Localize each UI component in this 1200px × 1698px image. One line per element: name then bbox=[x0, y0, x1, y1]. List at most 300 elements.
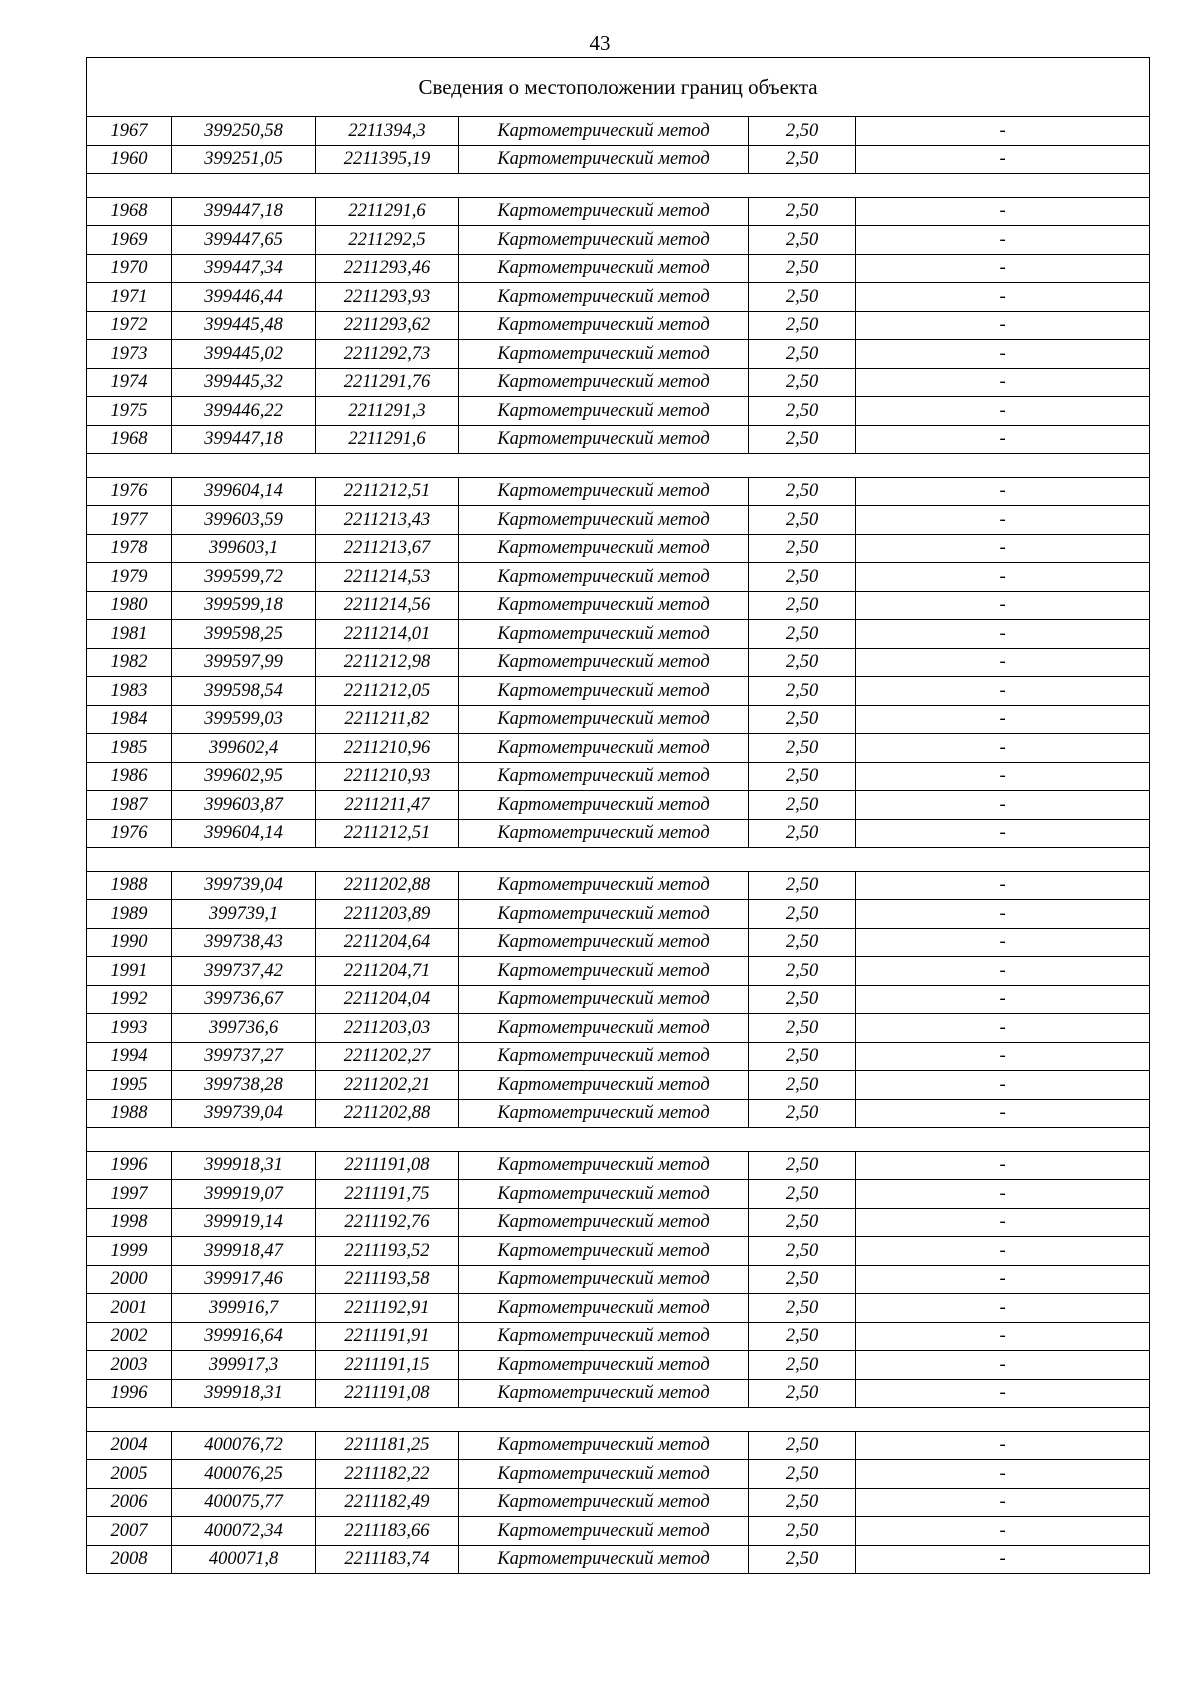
table-row bbox=[87, 197, 1150, 226]
table-row bbox=[87, 477, 1150, 506]
x-coordinate-cell: 399447,18 bbox=[172, 197, 316, 226]
y-coordinate-cell: 2211181,25 bbox=[316, 1431, 459, 1460]
accuracy-cell: 2,50 bbox=[749, 1151, 856, 1180]
method-cell: Картометрический метод bbox=[459, 254, 749, 283]
point-number-cell: 2003 bbox=[87, 1351, 172, 1380]
x-coordinate-cell: 400072,34 bbox=[172, 1517, 316, 1546]
description-cell: - bbox=[856, 819, 1150, 848]
y-coordinate-cell: 2211293,46 bbox=[316, 254, 459, 283]
y-coordinate-cell: 2211202,27 bbox=[316, 1042, 459, 1071]
y-coordinate-cell: 2211204,71 bbox=[316, 957, 459, 986]
table-row bbox=[87, 677, 1150, 706]
description-cell: - bbox=[856, 957, 1150, 986]
table-row bbox=[87, 283, 1150, 312]
point-number-cell: 2002 bbox=[87, 1322, 172, 1351]
description-cell: - bbox=[856, 1208, 1150, 1237]
table-row bbox=[87, 506, 1150, 535]
method-cell: Картометрический метод bbox=[459, 1460, 749, 1489]
description-cell: - bbox=[856, 734, 1150, 763]
point-number-cell: 1969 bbox=[87, 226, 172, 255]
x-coordinate-cell: 399604,14 bbox=[172, 819, 316, 848]
y-coordinate-cell: 2211191,75 bbox=[316, 1180, 459, 1209]
table-row bbox=[87, 591, 1150, 620]
table-row bbox=[87, 1294, 1150, 1323]
description-cell: - bbox=[856, 1431, 1150, 1460]
table-row bbox=[87, 819, 1150, 848]
x-coordinate-cell: 399599,72 bbox=[172, 563, 316, 592]
method-cell: Картометрический метод bbox=[459, 1042, 749, 1071]
description-cell: - bbox=[856, 397, 1150, 426]
description-cell: - bbox=[856, 145, 1150, 174]
x-coordinate-cell: 400076,72 bbox=[172, 1431, 316, 1460]
point-number-cell: 2005 bbox=[87, 1460, 172, 1489]
method-cell: Картометрический метод bbox=[459, 1488, 749, 1517]
y-coordinate-cell: 2211202,21 bbox=[316, 1071, 459, 1100]
point-number-cell: 2008 bbox=[87, 1545, 172, 1574]
point-number-cell: 1971 bbox=[87, 283, 172, 312]
point-number-cell: 1996 bbox=[87, 1379, 172, 1408]
table-row bbox=[87, 1180, 1150, 1209]
accuracy-cell: 2,50 bbox=[749, 791, 856, 820]
point-number-cell: 1982 bbox=[87, 648, 172, 677]
y-coordinate-cell: 2211204,64 bbox=[316, 928, 459, 957]
method-cell: Картометрический метод bbox=[459, 311, 749, 340]
method-cell: Картометрический метод bbox=[459, 197, 749, 226]
table-row bbox=[87, 563, 1150, 592]
description-cell: - bbox=[856, 283, 1150, 312]
y-coordinate-cell: 2211191,15 bbox=[316, 1351, 459, 1380]
table-row bbox=[87, 1488, 1150, 1517]
y-coordinate-cell: 2211292,5 bbox=[316, 226, 459, 255]
table-row bbox=[87, 1237, 1150, 1266]
y-coordinate-cell: 2211212,51 bbox=[316, 819, 459, 848]
x-coordinate-cell: 399447,34 bbox=[172, 254, 316, 283]
description-cell: - bbox=[856, 928, 1150, 957]
accuracy-cell: 2,50 bbox=[749, 871, 856, 900]
method-cell: Картометрический метод bbox=[459, 534, 749, 563]
method-cell: Картометрический метод bbox=[459, 340, 749, 369]
point-number-cell: 1967 bbox=[87, 117, 172, 146]
y-coordinate-cell: 2211193,52 bbox=[316, 1237, 459, 1266]
accuracy-cell: 2,50 bbox=[749, 1014, 856, 1043]
x-coordinate-cell: 399602,4 bbox=[172, 734, 316, 763]
point-number-cell: 1968 bbox=[87, 197, 172, 226]
point-number-cell: 1975 bbox=[87, 397, 172, 426]
accuracy-cell: 2,50 bbox=[749, 1237, 856, 1266]
table-row bbox=[87, 871, 1150, 900]
table-row bbox=[87, 254, 1150, 283]
method-cell: Картометрический метод bbox=[459, 928, 749, 957]
x-coordinate-cell: 399602,95 bbox=[172, 762, 316, 791]
y-coordinate-cell: 2211202,88 bbox=[316, 1099, 459, 1128]
method-cell: Картометрический метод bbox=[459, 1517, 749, 1546]
method-cell: Картометрический метод bbox=[459, 900, 749, 929]
y-coordinate-cell: 2211210,93 bbox=[316, 762, 459, 791]
description-cell: - bbox=[856, 117, 1150, 146]
point-number-cell: 1993 bbox=[87, 1014, 172, 1043]
method-cell: Картометрический метод bbox=[459, 1351, 749, 1380]
point-number-cell: 1999 bbox=[87, 1237, 172, 1266]
description-cell: - bbox=[856, 1545, 1150, 1574]
table-row bbox=[87, 620, 1150, 649]
method-cell: Картометрический метод bbox=[459, 1431, 749, 1460]
x-coordinate-cell: 399919,07 bbox=[172, 1180, 316, 1209]
y-coordinate-cell: 2211211,47 bbox=[316, 791, 459, 820]
group-separator-cell bbox=[87, 1128, 1150, 1152]
x-coordinate-cell: 399738,28 bbox=[172, 1071, 316, 1100]
point-number-cell: 2000 bbox=[87, 1265, 172, 1294]
point-number-cell: 1977 bbox=[87, 506, 172, 535]
description-cell: - bbox=[856, 1265, 1150, 1294]
x-coordinate-cell: 399918,47 bbox=[172, 1237, 316, 1266]
table-row bbox=[87, 117, 1150, 146]
description-cell: - bbox=[856, 1460, 1150, 1489]
x-coordinate-cell: 399250,58 bbox=[172, 117, 316, 146]
table-row bbox=[87, 705, 1150, 734]
point-number-cell: 2004 bbox=[87, 1431, 172, 1460]
point-number-cell: 1974 bbox=[87, 368, 172, 397]
table-row bbox=[87, 145, 1150, 174]
x-coordinate-cell: 399599,18 bbox=[172, 591, 316, 620]
table-row bbox=[87, 1545, 1150, 1574]
method-cell: Картометрический метод bbox=[459, 563, 749, 592]
description-cell: - bbox=[856, 1351, 1150, 1380]
accuracy-cell: 2,50 bbox=[749, 1322, 856, 1351]
description-cell: - bbox=[856, 1322, 1150, 1351]
group-separator-row bbox=[87, 1128, 1150, 1152]
group-separator-cell bbox=[87, 848, 1150, 872]
point-number-cell: 1997 bbox=[87, 1180, 172, 1209]
y-coordinate-cell: 2211183,74 bbox=[316, 1545, 459, 1574]
point-number-cell: 1988 bbox=[87, 1099, 172, 1128]
x-coordinate-cell: 399445,48 bbox=[172, 311, 316, 340]
accuracy-cell: 2,50 bbox=[749, 1431, 856, 1460]
x-coordinate-cell: 399604,14 bbox=[172, 477, 316, 506]
method-cell: Картометрический метод bbox=[459, 283, 749, 312]
description-cell: - bbox=[856, 1488, 1150, 1517]
table-row bbox=[87, 1151, 1150, 1180]
description-cell: - bbox=[856, 1180, 1150, 1209]
accuracy-cell: 2,50 bbox=[749, 677, 856, 706]
point-number-cell: 1973 bbox=[87, 340, 172, 369]
accuracy-cell: 2,50 bbox=[749, 985, 856, 1014]
y-coordinate-cell: 2211182,22 bbox=[316, 1460, 459, 1489]
x-coordinate-cell: 399598,54 bbox=[172, 677, 316, 706]
y-coordinate-cell: 2211204,04 bbox=[316, 985, 459, 1014]
accuracy-cell: 2,50 bbox=[749, 928, 856, 957]
description-cell: - bbox=[856, 677, 1150, 706]
boundary-coordinates-table bbox=[86, 57, 1150, 1574]
description-cell: - bbox=[856, 900, 1150, 929]
table-title: Сведения о местоположении границ объекта bbox=[87, 58, 1150, 117]
point-number-cell: 1991 bbox=[87, 957, 172, 986]
table-row bbox=[87, 397, 1150, 426]
x-coordinate-cell: 399737,42 bbox=[172, 957, 316, 986]
y-coordinate-cell: 2211214,56 bbox=[316, 591, 459, 620]
x-coordinate-cell: 400076,25 bbox=[172, 1460, 316, 1489]
description-cell: - bbox=[856, 1042, 1150, 1071]
y-coordinate-cell: 2211291,6 bbox=[316, 425, 459, 454]
point-number-cell: 1981 bbox=[87, 620, 172, 649]
y-coordinate-cell: 2211212,98 bbox=[316, 648, 459, 677]
y-coordinate-cell: 2211291,3 bbox=[316, 397, 459, 426]
accuracy-cell: 2,50 bbox=[749, 1265, 856, 1294]
table-row bbox=[87, 340, 1150, 369]
accuracy-cell: 2,50 bbox=[749, 705, 856, 734]
method-cell: Картометрический метод bbox=[459, 871, 749, 900]
x-coordinate-cell: 399918,31 bbox=[172, 1379, 316, 1408]
y-coordinate-cell: 2211213,67 bbox=[316, 534, 459, 563]
accuracy-cell: 2,50 bbox=[749, 226, 856, 255]
method-cell: Картометрический метод bbox=[459, 1322, 749, 1351]
x-coordinate-cell: 399251,05 bbox=[172, 145, 316, 174]
description-cell: - bbox=[856, 985, 1150, 1014]
table-row bbox=[87, 1265, 1150, 1294]
x-coordinate-cell: 399736,6 bbox=[172, 1014, 316, 1043]
group-separator-row bbox=[87, 1408, 1150, 1432]
accuracy-cell: 2,50 bbox=[749, 1180, 856, 1209]
table-row bbox=[87, 1014, 1150, 1043]
description-cell: - bbox=[856, 1099, 1150, 1128]
x-coordinate-cell: 399603,87 bbox=[172, 791, 316, 820]
group-separator-row bbox=[87, 174, 1150, 198]
x-coordinate-cell: 399917,46 bbox=[172, 1265, 316, 1294]
point-number-cell: 1960 bbox=[87, 145, 172, 174]
y-coordinate-cell: 2211191,08 bbox=[316, 1151, 459, 1180]
description-cell: - bbox=[856, 340, 1150, 369]
accuracy-cell: 2,50 bbox=[749, 425, 856, 454]
accuracy-cell: 2,50 bbox=[749, 1042, 856, 1071]
accuracy-cell: 2,50 bbox=[749, 591, 856, 620]
method-cell: Картометрический метод bbox=[459, 1545, 749, 1574]
x-coordinate-cell: 399446,22 bbox=[172, 397, 316, 426]
method-cell: Картометрический метод bbox=[459, 425, 749, 454]
table-row bbox=[87, 957, 1150, 986]
method-cell: Картометрический метод bbox=[459, 368, 749, 397]
y-coordinate-cell: 2211203,89 bbox=[316, 900, 459, 929]
point-number-cell: 1998 bbox=[87, 1208, 172, 1237]
point-number-cell: 1990 bbox=[87, 928, 172, 957]
group-separator-cell bbox=[87, 174, 1150, 198]
x-coordinate-cell: 399598,25 bbox=[172, 620, 316, 649]
y-coordinate-cell: 2211213,43 bbox=[316, 506, 459, 535]
accuracy-cell: 2,50 bbox=[749, 819, 856, 848]
table-row bbox=[87, 1071, 1150, 1100]
y-coordinate-cell: 2211203,03 bbox=[316, 1014, 459, 1043]
x-coordinate-cell: 400071,8 bbox=[172, 1545, 316, 1574]
point-number-cell: 1978 bbox=[87, 534, 172, 563]
accuracy-cell: 2,50 bbox=[749, 734, 856, 763]
table-row bbox=[87, 928, 1150, 957]
point-number-cell: 2006 bbox=[87, 1488, 172, 1517]
description-cell: - bbox=[856, 1379, 1150, 1408]
table-row bbox=[87, 1460, 1150, 1489]
description-cell: - bbox=[856, 254, 1150, 283]
accuracy-cell: 2,50 bbox=[749, 368, 856, 397]
description-cell: - bbox=[856, 1237, 1150, 1266]
table-row bbox=[87, 226, 1150, 255]
y-coordinate-cell: 2211292,73 bbox=[316, 340, 459, 369]
method-cell: Картометрический метод bbox=[459, 648, 749, 677]
accuracy-cell: 2,50 bbox=[749, 145, 856, 174]
description-cell: - bbox=[856, 705, 1150, 734]
method-cell: Картометрический метод bbox=[459, 477, 749, 506]
page-number: 43 bbox=[589, 31, 611, 55]
method-cell: Картометрический метод bbox=[459, 1014, 749, 1043]
method-cell: Картометрический метод bbox=[459, 1099, 749, 1128]
x-coordinate-cell: 399737,27 bbox=[172, 1042, 316, 1071]
point-number-cell: 1970 bbox=[87, 254, 172, 283]
x-coordinate-cell: 399445,02 bbox=[172, 340, 316, 369]
group-separator-row bbox=[87, 848, 1150, 872]
method-cell: Картометрический метод bbox=[459, 1265, 749, 1294]
method-cell: Картометрический метод bbox=[459, 819, 749, 848]
accuracy-cell: 2,50 bbox=[749, 197, 856, 226]
accuracy-cell: 2,50 bbox=[749, 563, 856, 592]
accuracy-cell: 2,50 bbox=[749, 506, 856, 535]
point-number-cell: 1985 bbox=[87, 734, 172, 763]
point-number-cell: 1984 bbox=[87, 705, 172, 734]
x-coordinate-cell: 399446,44 bbox=[172, 283, 316, 312]
table-row bbox=[87, 1208, 1150, 1237]
method-cell: Картометрический метод bbox=[459, 620, 749, 649]
method-cell: Картометрический метод bbox=[459, 1151, 749, 1180]
x-coordinate-cell: 399919,14 bbox=[172, 1208, 316, 1237]
x-coordinate-cell: 400075,77 bbox=[172, 1488, 316, 1517]
method-cell: Картометрический метод bbox=[459, 1180, 749, 1209]
x-coordinate-cell: 399445,32 bbox=[172, 368, 316, 397]
method-cell: Картометрический метод bbox=[459, 1071, 749, 1100]
table-row bbox=[87, 1042, 1150, 1071]
method-cell: Картометрический метод bbox=[459, 677, 749, 706]
y-coordinate-cell: 2211394,3 bbox=[316, 117, 459, 146]
accuracy-cell: 2,50 bbox=[749, 1488, 856, 1517]
accuracy-cell: 2,50 bbox=[749, 117, 856, 146]
accuracy-cell: 2,50 bbox=[749, 283, 856, 312]
x-coordinate-cell: 399599,03 bbox=[172, 705, 316, 734]
y-coordinate-cell: 2211293,93 bbox=[316, 283, 459, 312]
accuracy-cell: 2,50 bbox=[749, 1294, 856, 1323]
point-number-cell: 1972 bbox=[87, 311, 172, 340]
y-coordinate-cell: 2211182,49 bbox=[316, 1488, 459, 1517]
point-number-cell: 1983 bbox=[87, 677, 172, 706]
description-cell: - bbox=[856, 311, 1150, 340]
description-cell: - bbox=[856, 648, 1150, 677]
point-number-cell: 1968 bbox=[87, 425, 172, 454]
accuracy-cell: 2,50 bbox=[749, 534, 856, 563]
method-cell: Картометрический метод bbox=[459, 1208, 749, 1237]
method-cell: Картометрический метод bbox=[459, 734, 749, 763]
description-cell: - bbox=[856, 791, 1150, 820]
y-coordinate-cell: 2211212,51 bbox=[316, 477, 459, 506]
description-cell: - bbox=[856, 368, 1150, 397]
y-coordinate-cell: 2211192,91 bbox=[316, 1294, 459, 1323]
accuracy-cell: 2,50 bbox=[749, 620, 856, 649]
x-coordinate-cell: 399916,7 bbox=[172, 1294, 316, 1323]
point-number-cell: 1986 bbox=[87, 762, 172, 791]
accuracy-cell: 2,50 bbox=[749, 900, 856, 929]
table-row bbox=[87, 534, 1150, 563]
group-separator-cell bbox=[87, 454, 1150, 478]
method-cell: Картометрический метод bbox=[459, 985, 749, 1014]
y-coordinate-cell: 2211214,01 bbox=[316, 620, 459, 649]
x-coordinate-cell: 399597,99 bbox=[172, 648, 316, 677]
method-cell: Картометрический метод bbox=[459, 1237, 749, 1266]
description-cell: - bbox=[856, 477, 1150, 506]
y-coordinate-cell: 2211395,19 bbox=[316, 145, 459, 174]
x-coordinate-cell: 399736,67 bbox=[172, 985, 316, 1014]
method-cell: Картометрический метод bbox=[459, 957, 749, 986]
table-row bbox=[87, 985, 1150, 1014]
point-number-cell: 2001 bbox=[87, 1294, 172, 1323]
x-coordinate-cell: 399447,18 bbox=[172, 425, 316, 454]
description-cell: - bbox=[856, 226, 1150, 255]
point-number-cell: 1979 bbox=[87, 563, 172, 592]
table-row bbox=[87, 762, 1150, 791]
accuracy-cell: 2,50 bbox=[749, 1099, 856, 1128]
method-cell: Картометрический метод bbox=[459, 226, 749, 255]
table-row bbox=[87, 1351, 1150, 1380]
point-number-cell: 1980 bbox=[87, 591, 172, 620]
table-row bbox=[87, 1379, 1150, 1408]
method-cell: Картометрический метод bbox=[459, 591, 749, 620]
point-number-cell: 1992 bbox=[87, 985, 172, 1014]
point-number-cell: 1976 bbox=[87, 477, 172, 506]
table-row bbox=[87, 734, 1150, 763]
description-cell: - bbox=[856, 591, 1150, 620]
y-coordinate-cell: 2211202,88 bbox=[316, 871, 459, 900]
description-cell: - bbox=[856, 563, 1150, 592]
description-cell: - bbox=[856, 1014, 1150, 1043]
accuracy-cell: 2,50 bbox=[749, 1071, 856, 1100]
accuracy-cell: 2,50 bbox=[749, 340, 856, 369]
table-row bbox=[87, 1431, 1150, 1460]
method-cell: Картометрический метод bbox=[459, 145, 749, 174]
accuracy-cell: 2,50 bbox=[749, 1517, 856, 1546]
y-coordinate-cell: 2211183,66 bbox=[316, 1517, 459, 1546]
accuracy-cell: 2,50 bbox=[749, 1460, 856, 1489]
accuracy-cell: 2,50 bbox=[749, 762, 856, 791]
method-cell: Картометрический метод bbox=[459, 791, 749, 820]
method-cell: Картометрический метод bbox=[459, 705, 749, 734]
table-row bbox=[87, 900, 1150, 929]
point-number-cell: 1996 bbox=[87, 1151, 172, 1180]
x-coordinate-cell: 399738,43 bbox=[172, 928, 316, 957]
accuracy-cell: 2,50 bbox=[749, 477, 856, 506]
x-coordinate-cell: 399739,04 bbox=[172, 1099, 316, 1128]
point-number-cell: 2007 bbox=[87, 1517, 172, 1546]
point-number-cell: 1995 bbox=[87, 1071, 172, 1100]
y-coordinate-cell: 2211191,08 bbox=[316, 1379, 459, 1408]
accuracy-cell: 2,50 bbox=[749, 1545, 856, 1574]
point-number-cell: 1976 bbox=[87, 819, 172, 848]
table-row bbox=[87, 791, 1150, 820]
accuracy-cell: 2,50 bbox=[749, 397, 856, 426]
method-cell: Картометрический метод bbox=[459, 397, 749, 426]
y-coordinate-cell: 2211293,62 bbox=[316, 311, 459, 340]
accuracy-cell: 2,50 bbox=[749, 648, 856, 677]
description-cell: - bbox=[856, 1294, 1150, 1323]
description-cell: - bbox=[856, 425, 1150, 454]
description-cell: - bbox=[856, 1151, 1150, 1180]
y-coordinate-cell: 2211291,76 bbox=[316, 368, 459, 397]
accuracy-cell: 2,50 bbox=[749, 1208, 856, 1237]
accuracy-cell: 2,50 bbox=[749, 254, 856, 283]
y-coordinate-cell: 2211191,91 bbox=[316, 1322, 459, 1351]
x-coordinate-cell: 399917,3 bbox=[172, 1351, 316, 1380]
table-title-row bbox=[87, 58, 1150, 117]
table-row bbox=[87, 1099, 1150, 1128]
